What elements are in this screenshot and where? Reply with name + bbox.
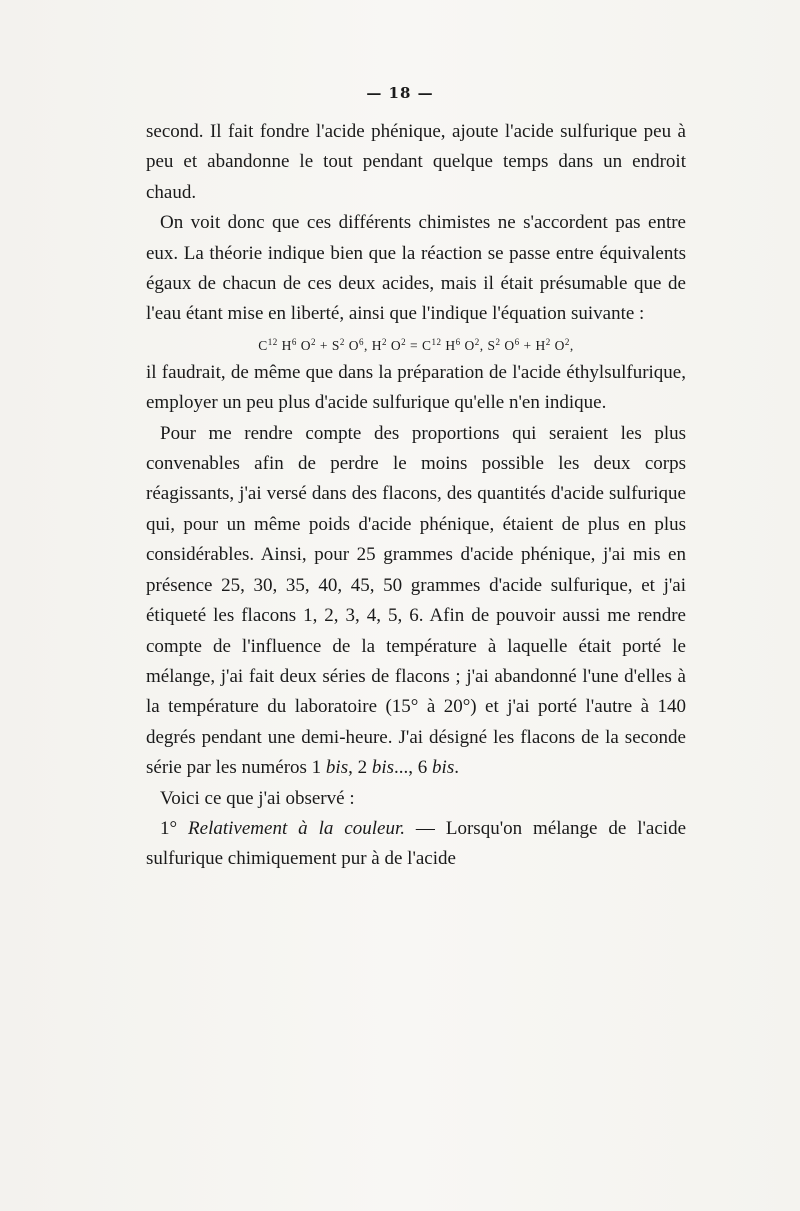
paragraph-3: il faudrait, de même que dans la préparation de l'acide éthylsulfurique, employer un peu plus d'acide sulfurique qu'elle n'en indique. (146, 361, 686, 414)
page-number: — 18 — (366, 84, 434, 102)
paragraph-1: second. Il fait fondre l'acide phénique, ajoute l'acide sulfurique peu à peu et abandonne le tout pendant quelque temps dans un endroit chaud. (146, 121, 686, 203)
paragraph-6: 1° Relativement à la couleur. — Lorsqu'on mélange de l'acide sulfurique chimiquement pur à de l'acide (146, 817, 686, 870)
paragraph-5: Voici ce que j'ai observé : (160, 787, 355, 809)
body-text (146, 117, 686, 875)
chemical-equation: $C^{12}$ $H^6$ $O^2 + S^2$ $O^6$, $H^2$ $O^2 = C^{12}$ $H^6$ $O^2$, $S^2$ $O^6 + H^2$ $O^2$, (258, 336, 574, 353)
paragraph-4: Pour me rendre compte des proportions qui seraient les plus convenables afin de perdre le moins possible les deux corps réagissants, j'ai versé dans des flacons, des quantités d'acide sulfurique qui, pour un même poids d'acide phénique, étaient de plus en plus considérables. Ainsi, pour 25 grammes d'acide phénique, j'ai mis en présence 25, 30, 35, 40, 45, 50 grammes d'acide sulfurique, et j'ai étiqueté les flacons 1, 2, 3, 4, 5, 6. Afin de pouvoir aussi me rendre compte de l'influence de la température à laquelle était porté le mélange, j'ai fait deux séries de flacons ; j'ai abandonné l'une d'elles à la température du laboratoire (15° à 20°) et j'ai porté l'autre à 140 degrés pendant une demi-heure. J'ai désigné les flacons de la seconde série par les numéros 1 bis, 2 bis..., 6 bis. (146, 422, 686, 779)
paragraph-2: On voit donc que ces différents chimistes ne s'accordent pas entre eux. La théorie indique bien que la réaction se passe entre équivalents égaux de chacun de ces deux acides, mais il était présumable que de l'eau étant mise en liberté, ainsi que l'indique l'équation suivante : (146, 212, 686, 325)
